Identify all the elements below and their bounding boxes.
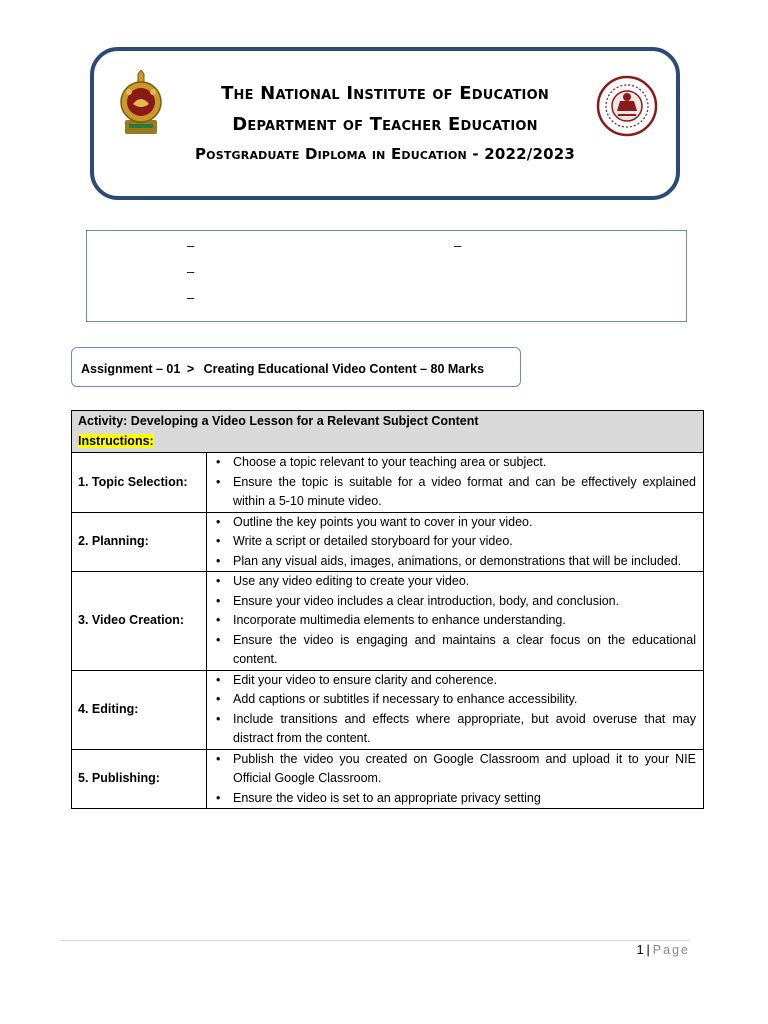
page-footer <box>637 943 690 957</box>
nie-seal-icon <box>596 75 658 137</box>
list-item: • Publish the video you created on Google Classroom and upload it to your NIE Official Google Classroom. <box>233 750 696 789</box>
page-label: Page <box>652 943 690 957</box>
table-row <box>72 453 704 513</box>
table-header-cell <box>72 411 704 453</box>
list-item: • Incorporate multimedia elements to enhance understanding. <box>233 611 696 631</box>
info-dash: – <box>187 238 195 253</box>
instructions-label: Instructions: <box>78 433 154 448</box>
footer-separator: | <box>646 943 650 957</box>
list-item: • Edit your video to ensure clarity and coherence. <box>233 671 696 691</box>
table-row <box>72 670 704 749</box>
table-row <box>72 512 704 572</box>
info-dash: – <box>454 238 462 253</box>
page-number: 1 <box>636 943 644 957</box>
list-item: • Write a script or detailed storyboard for your video. <box>233 532 696 552</box>
list-item: • Outline the key points you want to cover in your video. <box>233 513 696 533</box>
list-item: • Plan any visual aids, images, animations, or demonstrations that will be included. <box>233 552 696 572</box>
row-label: 1. Topic Selection: <box>72 453 207 513</box>
department-name: Department of Teacher Education <box>232 114 538 135</box>
row-content <box>207 572 704 671</box>
list-item: • Ensure the video is engaging and maintains a clear focus on the educational content. <box>233 631 696 670</box>
assignment-title-box <box>71 347 521 387</box>
list-item: • Include transitions and effects where appropriate, but avoid overuse that may distract from the content. <box>233 710 696 749</box>
row-content <box>207 670 704 749</box>
assignment-title: Creating Educational Video Content – 80 Marks <box>203 362 485 376</box>
footer-divider <box>60 940 690 941</box>
table-header-row <box>72 411 704 453</box>
list-item: • Use any video editing to create your video. <box>233 572 696 592</box>
assignment-arrow: > <box>186 362 195 376</box>
row-label: 5. Publishing: <box>72 749 207 809</box>
info-dash: – <box>187 290 195 305</box>
program-title: Postgraduate Diploma in Education - 2022/2023 <box>194 145 576 163</box>
activity-title: Activity: Developing a Video Lesson for a Relevant Subject Content <box>78 414 479 428</box>
row-label: 2. Planning: <box>72 512 207 572</box>
header-box <box>90 47 680 200</box>
row-label: 3. Video Creation: <box>72 572 207 671</box>
student-info-box <box>86 230 687 322</box>
table-row <box>72 572 704 671</box>
info-dash: – <box>187 264 195 279</box>
row-content <box>207 512 704 572</box>
list-item: • Choose a topic relevant to your teaching area or subject. <box>233 453 696 473</box>
row-label: 4. Editing: <box>72 670 207 749</box>
list-item: • Ensure your video includes a clear introduction, body, and conclusion. <box>233 592 696 612</box>
list-item: • Ensure the video is set to an appropriate privacy setting <box>233 789 696 809</box>
list-item: • Ensure the topic is suitable for a video format and can be effectively explained within a 5-10 minute video. <box>233 473 696 512</box>
list-item: • Add captions or subtitles if necessary to enhance accessibility. <box>233 690 696 710</box>
table-row <box>72 749 704 809</box>
institute-name: The National Institute of Education <box>221 83 549 104</box>
row-content <box>207 453 704 513</box>
assignment-number: Assignment – 01 <box>81 362 181 376</box>
instructions-table <box>71 410 704 809</box>
row-content <box>207 749 704 809</box>
